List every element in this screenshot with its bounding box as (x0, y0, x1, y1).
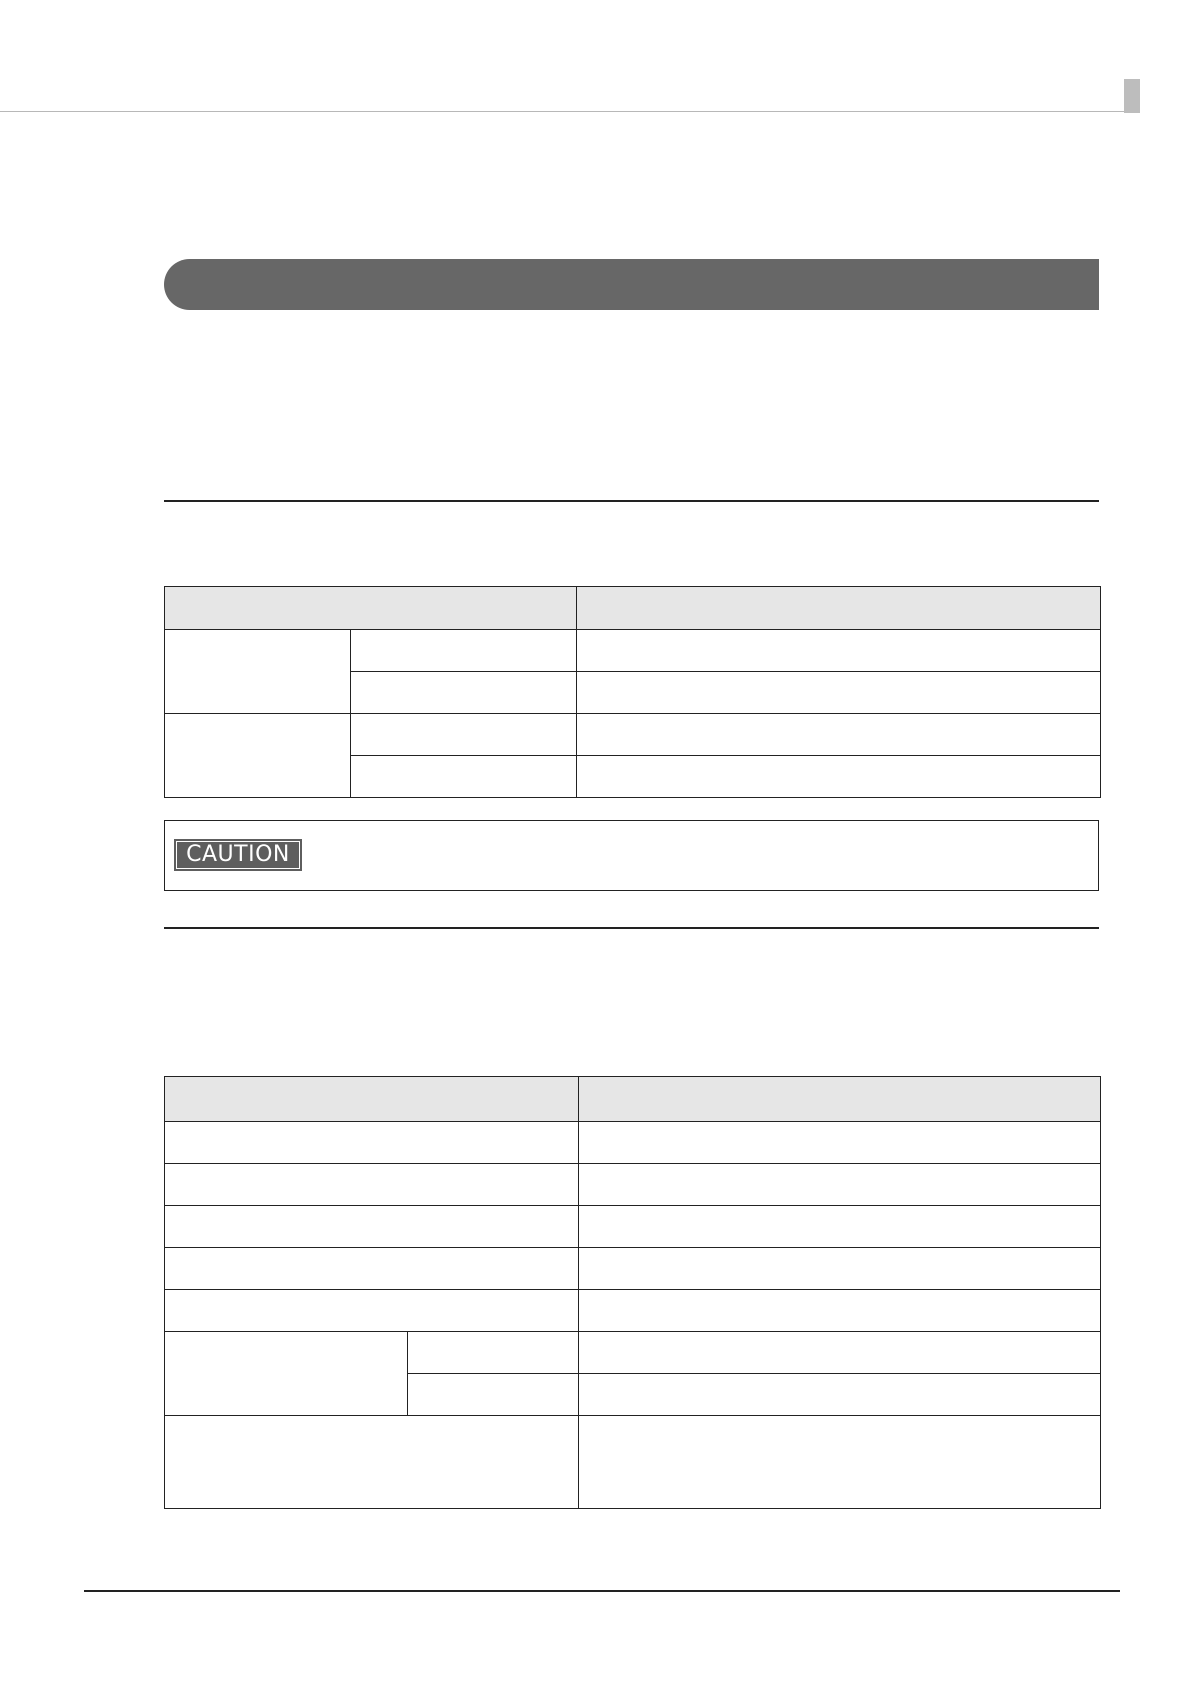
chapter-thumb-tab (1124, 79, 1140, 113)
table-row (165, 1332, 1101, 1374)
subsection-rule-2 (164, 927, 1099, 929)
table-header-cell (577, 587, 1101, 630)
table-header-cell (165, 1077, 579, 1122)
table-cell (165, 1164, 579, 1206)
table-row (165, 1122, 1101, 1164)
table-cell (165, 1122, 579, 1164)
section-heading-bar (164, 259, 1099, 310)
table-group-cell (165, 630, 351, 714)
table-row (165, 1164, 1101, 1206)
table-cell (577, 630, 1101, 672)
table-header-row (165, 587, 1101, 630)
table-cell (579, 1290, 1101, 1332)
table-cell (165, 1248, 579, 1290)
table-cell (165, 1206, 579, 1248)
table-header-row (165, 1077, 1101, 1122)
table-cell (351, 714, 577, 756)
table-cell (579, 1374, 1101, 1416)
table-row (165, 714, 1101, 756)
table-cell (408, 1374, 579, 1416)
table-cell (165, 1290, 579, 1332)
table-cell (579, 1122, 1101, 1164)
table-group-cell (165, 714, 351, 798)
spec-table-1 (164, 586, 1101, 798)
table-cell (351, 672, 577, 714)
table-cell (579, 1248, 1101, 1290)
table-cell (165, 1416, 579, 1509)
table-row (165, 630, 1101, 672)
table-header-cell (165, 587, 577, 630)
table-cell (351, 756, 577, 798)
footer-rule (84, 1590, 1120, 1592)
caution-badge: CAUTION (174, 839, 302, 871)
table-row (165, 1290, 1101, 1332)
subsection-rule-1 (164, 500, 1099, 502)
table-cell (577, 672, 1101, 714)
spec-table-2 (164, 1076, 1101, 1509)
table-header-cell (579, 1077, 1101, 1122)
table-row (165, 1248, 1101, 1290)
table-row (165, 1206, 1101, 1248)
table-cell (579, 1332, 1101, 1374)
table-cell (577, 756, 1101, 798)
table-cell (579, 1164, 1101, 1206)
table-group-cell (165, 1332, 408, 1416)
table-row (165, 1416, 1101, 1509)
table-cell (577, 714, 1101, 756)
table-cell (579, 1416, 1101, 1509)
header-rule (0, 111, 1140, 112)
caution-box (164, 820, 1099, 891)
table-cell (579, 1206, 1101, 1248)
table-cell (408, 1332, 579, 1374)
table-cell (351, 630, 577, 672)
